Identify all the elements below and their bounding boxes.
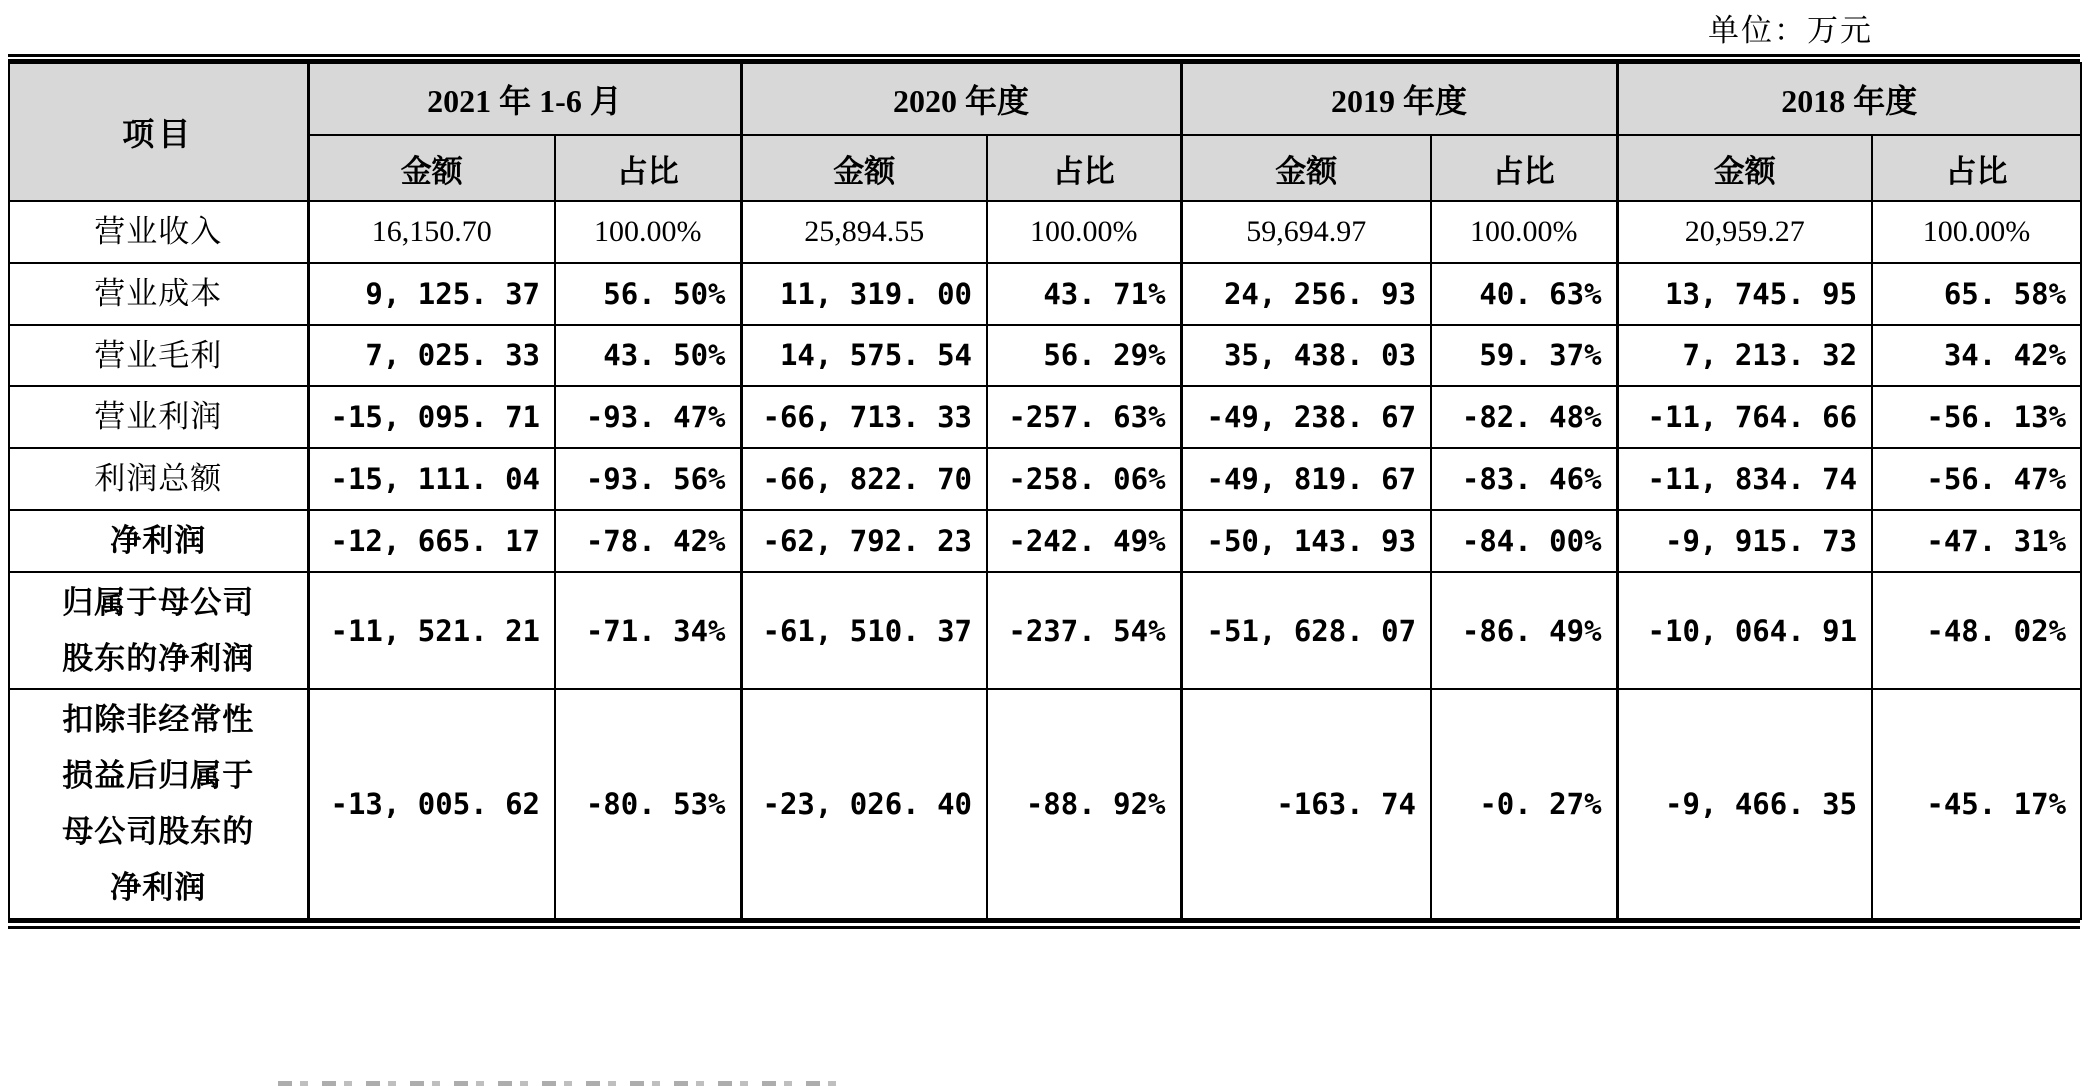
row-label: 营业毛利 — [9, 325, 308, 387]
ratio-header-2019: 占比 — [1431, 135, 1617, 201]
unit-label: 单位：万元 — [1708, 13, 1873, 48]
ratio-cell: -56. 47% — [1872, 448, 2081, 510]
header-sub-row — [9, 135, 2081, 201]
ratio-cell: 34. 42% — [1872, 325, 2081, 387]
period-header-2020: 2020 年度 — [741, 63, 1181, 135]
row-label: 利润总额 — [9, 448, 308, 510]
ratio-cell: 100.00% — [1431, 201, 1617, 263]
ratio-cell: -242. 49% — [987, 510, 1181, 572]
ratio-cell: -83. 46% — [1431, 448, 1617, 510]
header-period-row — [9, 63, 2081, 135]
amount-cell: -66, 713. 33 — [741, 386, 987, 448]
ratio-cell: -93. 56% — [555, 448, 741, 510]
ratio-cell: 56. 29% — [987, 325, 1181, 387]
row-label: 归属于母公司 股东的净利润 — [9, 572, 308, 690]
ratio-header-2018: 占比 — [1872, 135, 2081, 201]
amount-cell: 25,894.55 — [741, 201, 987, 263]
amount-cell: -51, 628. 07 — [1181, 572, 1431, 690]
amount-cell: -13, 005. 62 — [308, 689, 555, 918]
financial-summary-table — [8, 62, 2082, 920]
table-row — [9, 263, 2081, 325]
amount-cell: -23, 026. 40 — [741, 689, 987, 918]
ratio-cell: -56. 13% — [1872, 386, 2081, 448]
ratio-cell: 59. 37% — [1431, 325, 1617, 387]
ratio-cell: -80. 53% — [555, 689, 741, 918]
amount-cell: 13, 745. 95 — [1617, 263, 1872, 325]
table-row — [9, 689, 2081, 918]
amount-cell: 20,959.27 — [1617, 201, 1872, 263]
ratio-cell: -0. 27% — [1431, 689, 1617, 918]
amount-cell: -9, 466. 35 — [1617, 689, 1872, 918]
period-header-2021h1: 2021 年 1-6 月 — [308, 63, 741, 135]
amount-cell: -66, 822. 70 — [741, 448, 987, 510]
amount-cell: 7, 213. 32 — [1617, 325, 1872, 387]
ratio-cell: 43. 71% — [987, 263, 1181, 325]
period-header-2019: 2019 年度 — [1181, 63, 1617, 135]
amount-cell: -10, 064. 91 — [1617, 572, 1872, 690]
ratio-cell: -257. 63% — [987, 386, 1181, 448]
amount-cell: -50, 143. 93 — [1181, 510, 1431, 572]
amount-cell: 24, 256. 93 — [1181, 263, 1431, 325]
ratio-cell: -237. 54% — [987, 572, 1181, 690]
table-row — [9, 386, 2081, 448]
amount-cell: -11, 764. 66 — [1617, 386, 1872, 448]
item-column-header: 项目 — [9, 63, 308, 201]
row-label: 营业收入 — [9, 201, 308, 263]
table-row — [9, 325, 2081, 387]
ratio-cell: 65. 58% — [1872, 263, 2081, 325]
amount-cell: 9, 125. 37 — [308, 263, 555, 325]
table-row — [9, 201, 2081, 263]
amount-cell: -49, 819. 67 — [1181, 448, 1431, 510]
ratio-cell: -71. 34% — [555, 572, 741, 690]
amount-cell: -11, 834. 74 — [1617, 448, 1872, 510]
amount-header-2019: 金额 — [1181, 135, 1431, 201]
ratio-cell: 100.00% — [555, 201, 741, 263]
amount-header-2018: 金额 — [1617, 135, 1872, 201]
ratio-cell: 100.00% — [987, 201, 1181, 263]
ratio-cell: -93. 47% — [555, 386, 741, 448]
amount-header-2020: 金额 — [741, 135, 987, 201]
table-body — [9, 201, 2081, 919]
ratio-cell: -47. 31% — [1872, 510, 2081, 572]
ratio-cell: -82. 48% — [1431, 386, 1617, 448]
amount-cell: -15, 111. 04 — [308, 448, 555, 510]
row-label: 营业利润 — [9, 386, 308, 448]
financial-table-wrapper — [8, 54, 2080, 929]
ratio-header-2021h1: 占比 — [555, 135, 741, 201]
row-label: 扣除非经常性 损益后归属于 母公司股东的 净利润 — [9, 689, 308, 918]
amount-cell: -15, 095. 71 — [308, 386, 555, 448]
ratio-cell: 40. 63% — [1431, 263, 1617, 325]
period-header-2018: 2018 年度 — [1617, 63, 2081, 135]
table-row — [9, 510, 2081, 572]
ratio-cell: -84. 00% — [1431, 510, 1617, 572]
row-label: 净利润 — [9, 510, 308, 572]
cut-off-text-fragment — [278, 1081, 838, 1086]
ratio-cell: 100.00% — [1872, 201, 2081, 263]
amount-cell: 16,150.70 — [308, 201, 555, 263]
ratio-cell: -258. 06% — [987, 448, 1181, 510]
ratio-cell: -88. 92% — [987, 689, 1181, 918]
ratio-cell: 43. 50% — [555, 325, 741, 387]
amount-cell: 7, 025. 33 — [308, 325, 555, 387]
amount-cell: -163. 74 — [1181, 689, 1431, 918]
amount-cell: -61, 510. 37 — [741, 572, 987, 690]
amount-cell: -49, 238. 67 — [1181, 386, 1431, 448]
ratio-header-2020: 占比 — [987, 135, 1181, 201]
amount-cell: 35, 438. 03 — [1181, 325, 1431, 387]
amount-cell: -62, 792. 23 — [741, 510, 987, 572]
ratio-cell: -45. 17% — [1872, 689, 2081, 918]
ratio-cell: -78. 42% — [555, 510, 741, 572]
row-label: 营业成本 — [9, 263, 308, 325]
ratio-cell: -48. 02% — [1872, 572, 2081, 690]
amount-cell: -12, 665. 17 — [308, 510, 555, 572]
amount-cell: 59,694.97 — [1181, 201, 1431, 263]
ratio-cell: -86. 49% — [1431, 572, 1617, 690]
table-row — [9, 448, 2081, 510]
amount-cell: -9, 915. 73 — [1617, 510, 1872, 572]
ratio-cell: 56. 50% — [555, 263, 741, 325]
amount-cell: 11, 319. 00 — [741, 263, 987, 325]
table-row — [9, 572, 2081, 690]
amount-cell: -11, 521. 21 — [308, 572, 555, 690]
amount-cell: 14, 575. 54 — [741, 325, 987, 387]
amount-header-2021h1: 金额 — [308, 135, 555, 201]
